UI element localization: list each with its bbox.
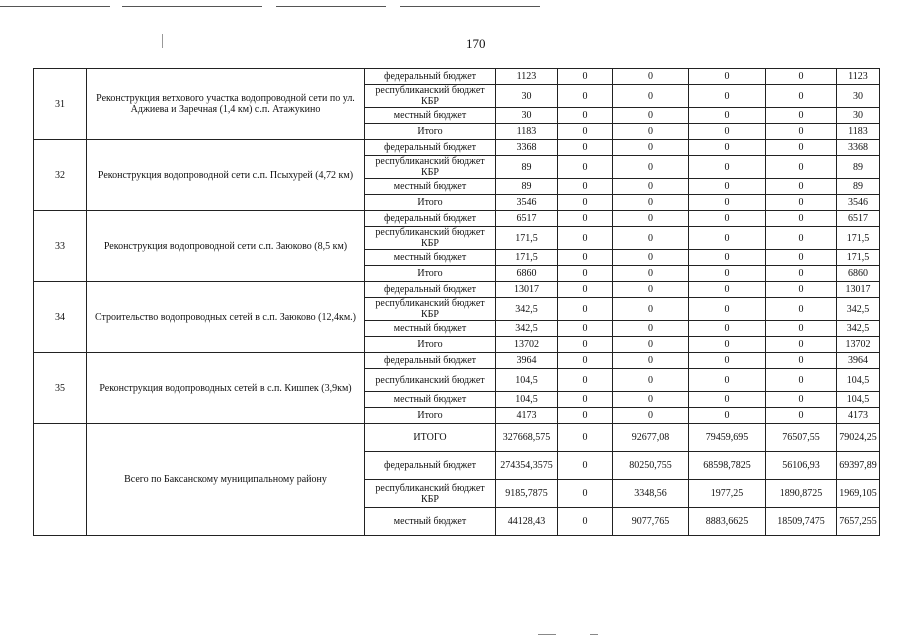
project-name: Реконструкция ветхового участка водопроводной сети по ул. Аджиева и Заречная (1,4 км) с.п. Атажукино [87,69,365,140]
budget-row [34,140,880,156]
project-number: 33 [34,211,87,282]
amount-cell: 0 [558,108,613,124]
amount-cell: 0 [613,282,689,298]
amount-cell: 3964 [496,353,558,369]
amount-cell: 6860 [837,266,880,282]
amount-cell: 0 [613,211,689,227]
funding-source: местный бюджет [365,392,496,408]
amount-cell: 104,5 [496,369,558,392]
funding-source: республиканский бюджет КБР [365,227,496,250]
funding-source: республиканский бюджет КБР [365,298,496,321]
amount-cell: 6517 [837,211,880,227]
funding-source: Итого [365,195,496,211]
amount-cell: 0 [689,337,766,353]
funding-source: республиканский бюджет КБР [365,156,496,179]
amount-cell: 0 [558,337,613,353]
amount-cell: 0 [766,179,837,195]
amount-cell: 69397,89 [837,452,880,480]
amount-cell: 0 [689,179,766,195]
page-number: 170 [466,36,486,51]
amount-cell: 0 [613,227,689,250]
amount-cell: 68598,7825 [689,452,766,480]
amount-cell: 0 [766,195,837,211]
amount-cell: 171,5 [837,227,880,250]
amount-cell: 0 [766,369,837,392]
funding-source: местный бюджет [365,250,496,266]
amount-cell: 0 [689,392,766,408]
amount-cell: 1123 [496,69,558,85]
amount-cell: 13017 [496,282,558,298]
amount-cell: 13702 [496,337,558,353]
amount-cell: 0 [558,424,613,452]
amount-cell: 342,5 [837,321,880,337]
funding-source: местный бюджет [365,179,496,195]
amount-cell: 0 [766,211,837,227]
amount-cell: 0 [689,124,766,140]
amount-cell: 0 [558,266,613,282]
project-name: Реконструкция водопроводных сетей в с.п. Кишпек (3,9км) [87,353,365,424]
amount-cell: 342,5 [496,321,558,337]
amount-cell: 0 [613,156,689,179]
amount-cell: 0 [613,408,689,424]
amount-cell: 0 [766,266,837,282]
budget-row [34,69,880,85]
amount-cell: 171,5 [496,227,558,250]
funding-source: республиканский бюджет [365,369,496,392]
amount-cell: 4173 [837,408,880,424]
project-number [34,424,87,536]
amount-cell: 0 [613,337,689,353]
amount-cell: 89 [496,156,558,179]
amount-cell: 0 [689,227,766,250]
amount-cell: 0 [689,69,766,85]
amount-cell: 0 [766,108,837,124]
scan-mark [162,34,163,48]
scan-top-line [400,6,540,7]
amount-cell: 0 [689,321,766,337]
amount-cell: 0 [689,408,766,424]
amount-cell: 0 [689,108,766,124]
scan-top-line [276,6,386,7]
amount-cell: 0 [613,179,689,195]
funding-source: Итого [365,408,496,424]
amount-cell: 0 [766,250,837,266]
amount-cell: 0 [558,211,613,227]
budget-row [34,353,880,369]
amount-cell: 0 [558,353,613,369]
amount-cell: 0 [613,108,689,124]
funding-source: местный бюджет [365,508,496,536]
amount-cell: 6860 [496,266,558,282]
amount-cell: 0 [613,266,689,282]
amount-cell: 0 [766,140,837,156]
amount-cell: 0 [766,282,837,298]
project-name: Реконструкция водопроводной сети с.п. Заюково (8,5 км) [87,211,365,282]
amount-cell: 0 [613,321,689,337]
amount-cell: 80250,755 [613,452,689,480]
amount-cell: 104,5 [837,369,880,392]
amount-cell: 0 [689,369,766,392]
amount-cell: 0 [689,250,766,266]
amount-cell: 1890,8725 [766,480,837,508]
amount-cell: 30 [837,108,880,124]
amount-cell: 0 [558,250,613,266]
amount-cell: 79459,695 [689,424,766,452]
amount-cell: 0 [613,140,689,156]
amount-cell: 7657,255 [837,508,880,536]
amount-cell: 0 [558,298,613,321]
budget-row [34,282,880,298]
amount-cell: 0 [689,211,766,227]
amount-cell: 3964 [837,353,880,369]
funding-source: Итого [365,124,496,140]
amount-cell: 104,5 [837,392,880,408]
project-number: 34 [34,282,87,353]
project-name: Реконструкция водопроводной сети с.п. Псыхурей (4,72 км) [87,140,365,211]
amount-cell: 0 [689,195,766,211]
amount-cell: 89 [837,179,880,195]
amount-cell: 0 [558,369,613,392]
amount-cell: 0 [558,282,613,298]
amount-cell: 0 [558,227,613,250]
amount-cell: 0 [558,69,613,85]
amount-cell: 0 [613,353,689,369]
amount-cell: 1977,25 [689,480,766,508]
scan-top-line [122,6,262,7]
amount-cell: 1969,105 [837,480,880,508]
amount-cell: 4173 [496,408,558,424]
amount-cell: 89 [496,179,558,195]
project-number: 35 [34,353,87,424]
amount-cell: 0 [689,156,766,179]
amount-cell: 104,5 [496,392,558,408]
funding-source: федеральный бюджет [365,69,496,85]
amount-cell: 0 [689,140,766,156]
amount-cell: 9077,765 [613,508,689,536]
funding-source: федеральный бюджет [365,140,496,156]
amount-cell: 0 [558,156,613,179]
project-number: 31 [34,69,87,140]
funding-source: федеральный бюджет [365,211,496,227]
funding-source: федеральный бюджет [365,452,496,480]
amount-cell: 3546 [837,195,880,211]
scan-bottom-mark [538,634,556,635]
amount-cell: 3368 [837,140,880,156]
amount-cell: 0 [689,353,766,369]
amount-cell: 0 [558,85,613,108]
amount-cell: 13017 [837,282,880,298]
funding-source: федеральный бюджет [365,353,496,369]
amount-cell: 30 [496,85,558,108]
project-number: 32 [34,140,87,211]
amount-cell: 0 [558,408,613,424]
amount-cell: 1183 [837,124,880,140]
amount-cell: 342,5 [837,298,880,321]
scan-top-line [0,6,110,7]
amount-cell: 0 [558,480,613,508]
amount-cell: 0 [766,392,837,408]
amount-cell: 92677,08 [613,424,689,452]
amount-cell: 3546 [496,195,558,211]
amount-cell: 30 [837,85,880,108]
amount-cell: 0 [766,408,837,424]
budget-table [33,68,880,536]
amount-cell: 274354,3575 [496,452,558,480]
amount-cell: 0 [689,298,766,321]
amount-cell: 0 [766,69,837,85]
amount-cell: 56106,93 [766,452,837,480]
amount-cell: 0 [558,452,613,480]
amount-cell: 0 [613,69,689,85]
amount-cell: 0 [766,353,837,369]
total-name: Всего по Баксанскому муниципальному району [87,424,365,536]
amount-cell: 0 [766,156,837,179]
amount-cell: 0 [558,124,613,140]
budget-row [34,211,880,227]
amount-cell: 1123 [837,69,880,85]
amount-cell: 0 [766,321,837,337]
amount-cell: 13702 [837,337,880,353]
project-name: Строительство водопроводных сетей в с.п. Заюково (12,4км.) [87,282,365,353]
amount-cell: 0 [558,140,613,156]
amount-cell: 327668,575 [496,424,558,452]
amount-cell: 171,5 [496,250,558,266]
amount-cell: 18509,7475 [766,508,837,536]
amount-cell: 1183 [496,124,558,140]
amount-cell: 6517 [496,211,558,227]
funding-source: республиканский бюджет КБР [365,85,496,108]
funding-source: федеральный бюджет [365,282,496,298]
funding-source: местный бюджет [365,321,496,337]
amount-cell: 0 [558,508,613,536]
amount-cell: 0 [766,227,837,250]
total-row [34,424,880,452]
amount-cell: 76507,55 [766,424,837,452]
scan-bottom-mark [590,634,598,635]
amount-cell: 0 [613,298,689,321]
amount-cell: 79024,25 [837,424,880,452]
amount-cell: 3348,56 [613,480,689,508]
amount-cell: 0 [689,85,766,108]
amount-cell: 171,5 [837,250,880,266]
amount-cell: 0 [558,392,613,408]
amount-cell: 89 [837,156,880,179]
amount-cell: 44128,43 [496,508,558,536]
funding-source: Итого [365,337,496,353]
amount-cell: 9185,7875 [496,480,558,508]
funding-source: Итого [365,266,496,282]
amount-cell: 0 [689,266,766,282]
amount-cell: 0 [766,85,837,108]
amount-cell: 0 [613,369,689,392]
amount-cell: 342,5 [496,298,558,321]
amount-cell: 8883,6625 [689,508,766,536]
amount-cell: 0 [613,85,689,108]
amount-cell: 0 [766,298,837,321]
amount-cell: 0 [558,195,613,211]
funding-source: ИТОГО [365,424,496,452]
funding-source: республиканский бюджет КБР [365,480,496,508]
amount-cell: 0 [613,250,689,266]
amount-cell: 0 [558,179,613,195]
amount-cell: 0 [558,321,613,337]
amount-cell: 0 [613,124,689,140]
amount-cell: 0 [689,282,766,298]
amount-cell: 30 [496,108,558,124]
funding-source: местный бюджет [365,108,496,124]
amount-cell: 0 [766,124,837,140]
amount-cell: 0 [613,392,689,408]
amount-cell: 0 [613,195,689,211]
amount-cell: 3368 [496,140,558,156]
amount-cell: 0 [766,337,837,353]
